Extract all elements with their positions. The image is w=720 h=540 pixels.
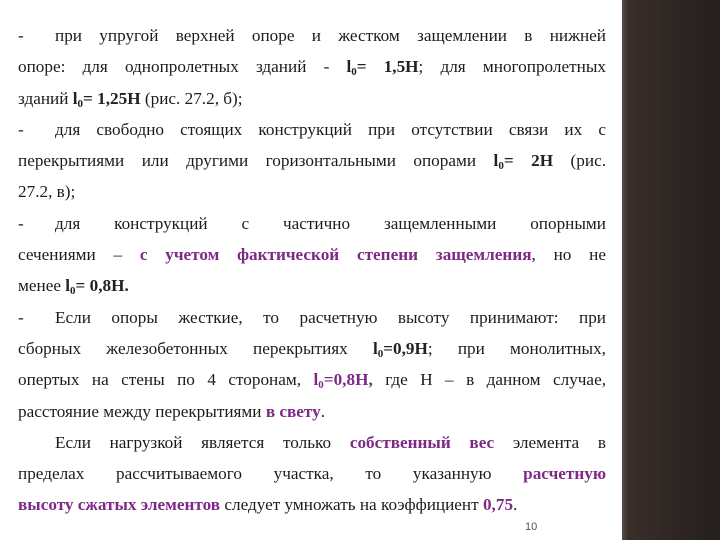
para5-text1a: Если нагрузкой является только [55,432,350,452]
decorative-side-panel [622,0,720,540]
bullet-dash: - [18,26,24,45]
para2-text2a: перекрытиями или другими горизонтальными опорами [18,151,494,171]
emphasis-text: собственный вес [349,432,495,452]
para3-text2a: сечениями – [18,245,140,265]
para4-text2a: сборных железобетонных перекрытиях [18,338,373,358]
para1-line1 [18,20,606,51]
para2-text3: 27.2, в); [18,182,76,202]
para5-line3 [18,489,606,520]
formula-l0: $l_0= 1,5Н$ [346,57,419,79]
bullet-dash: - [18,307,24,327]
para5-text3c: . [513,495,518,515]
para4-text3b: где Н – в данном случае, [372,370,606,390]
bullet-dash: - [18,213,24,233]
para4-text4a: расстояние между перекрытиями [18,401,266,421]
para2-line3 [18,176,606,207]
formula-l0: $l_0=0,9Н$ [372,338,428,360]
para1-text1: при упругой верхней опоре и жестком защемлении в нижней [55,26,606,45]
para3-line1 [18,208,606,239]
para1-text3b: (рис. 27.2, б); [140,88,243,108]
emphasis-text: расчетную [523,464,606,484]
emphasis-text: в свету [265,401,321,421]
para5-text3b: следует умножать на коэффициент [220,495,483,515]
para2-text2b: (рис. [553,151,606,171]
para4-line2 [18,333,606,364]
bullet-dash: - [18,119,24,139]
para2-line1 [18,114,606,145]
para5-line2 [18,458,606,489]
para1-text2a: опоре: для однопролетных зданий - [18,57,347,77]
para1-text3a: зданий [18,88,73,108]
formula-l0: $l_0=0,8Н$, [313,370,373,392]
emphasis-text: высоту сжатых элементов [18,495,221,515]
formula-l0: $l_0= 0,8Н$. [65,276,129,298]
para1-text2b: ; для многопролетных [418,57,606,77]
para4-line4 [18,396,606,427]
para2-text1: для свободно стоящих конструкций при отсутствии связи их с [55,119,606,139]
emphasis-text: с учетом фактической степени защемления [139,245,532,265]
para3-text1: для конструкций с частично защемленными опорными [55,213,606,233]
page-number: 10 [525,521,538,533]
coefficient-value: 0,75 [482,495,514,515]
para5-text1b: элемента в [494,432,606,452]
para5-text2a: пределах рассчитываемого участка, то указанную [18,464,524,484]
para5-line1 [18,427,606,458]
para4-text1: Если опоры жесткие, то расчетную высоту принимают: при [55,307,606,327]
slide-body-text [18,20,606,521]
para4-text2b: ; при монолитных, [427,338,606,358]
para1-line2 [18,51,606,82]
para4-line1 [18,302,606,333]
para2-line2 [18,145,606,176]
para3-line2 [18,239,606,270]
para4-text3a: опертых на стены по 4 сторонам, [18,370,314,390]
formula-l0: $l_0= 2Н$ [493,151,554,173]
para1-line3 [18,83,606,114]
formula-l0: $l_0= 1,25Н$ [72,88,141,110]
para3-text2b: , но не [531,245,606,265]
para3-line3 [18,270,606,301]
para4-text4b: . [320,401,326,421]
para3-text3a: менее [18,276,66,296]
para4-line3 [18,364,606,395]
